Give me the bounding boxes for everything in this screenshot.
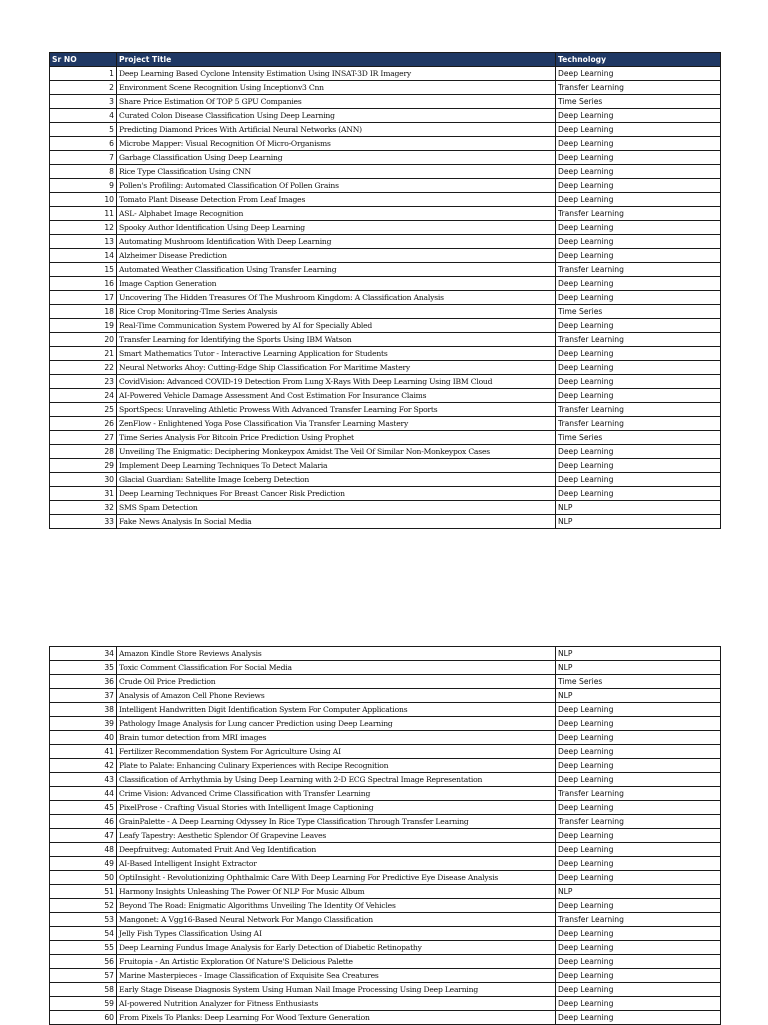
- sr-no-cell: 25: [50, 403, 117, 417]
- table-row: [50, 263, 721, 277]
- sr-no-cell: 60: [50, 1011, 117, 1025]
- project-title-cell: Deep Learning Techniques For Breast Cancer Risk Prediction: [117, 487, 556, 501]
- project-title-cell: Smart Mathematics Tutor - Interactive Learning Application for Students: [117, 347, 556, 361]
- project-title-cell: Share Price Estimation Of TOP 5 GPU Companies: [117, 95, 556, 109]
- project-title-cell: CovidVision: Advanced COVID-19 Detection From Lung X-Rays With Deep Learning Using IBM Cloud: [117, 375, 556, 389]
- technology-cell: Deep Learning: [556, 487, 721, 501]
- table-row: [50, 459, 721, 473]
- table-row: [50, 871, 721, 885]
- technology-cell: Deep Learning: [556, 165, 721, 179]
- sr-no-cell: 4: [50, 109, 117, 123]
- technology-cell: Transfer Learning: [556, 263, 721, 277]
- sr-no-cell: 20: [50, 333, 117, 347]
- sr-no-cell: 30: [50, 473, 117, 487]
- project-title-cell: Fertilizer Recommendation System For Agriculture Using AI: [117, 745, 556, 759]
- technology-cell: Deep Learning: [556, 773, 721, 787]
- sr-no-cell: 57: [50, 969, 117, 983]
- table-row: [50, 389, 721, 403]
- technology-cell: Deep Learning: [556, 375, 721, 389]
- table-row: [50, 941, 721, 955]
- project-title-cell: Pollen's Profiling: Automated Classification Of Pollen Grains: [117, 179, 556, 193]
- project-title-cell: Rice Crop Monitoring-TIme Series Analysis: [117, 305, 556, 319]
- table-row: [50, 417, 721, 431]
- table-row: [50, 347, 721, 361]
- project-title-cell: AI-powered Nutrition Analyzer for Fitness Enthusiasts: [117, 997, 556, 1011]
- project-title-cell: Fruitopia - An Artistic Exploration Of Nature'S Delicious Palette: [117, 955, 556, 969]
- sr-no-cell: 16: [50, 277, 117, 291]
- table-row: [50, 361, 721, 375]
- sr-no-cell: 43: [50, 773, 117, 787]
- sr-no-cell: 11: [50, 207, 117, 221]
- table-row: [50, 95, 721, 109]
- header-technology: Technology: [556, 53, 721, 67]
- technology-cell: Deep Learning: [556, 745, 721, 759]
- table-row: [50, 445, 721, 459]
- project-title-cell: Classification of Arrhythmia by Using Deep Learning with 2-D ECG Spectral Image Representation: [117, 773, 556, 787]
- table-row: [50, 333, 721, 347]
- project-title-cell: Mangonet: A Vgg16-Based Neural Network For Mango Classification: [117, 913, 556, 927]
- technology-cell: Transfer Learning: [556, 913, 721, 927]
- sr-no-cell: 50: [50, 871, 117, 885]
- sr-no-cell: 5: [50, 123, 117, 137]
- sr-no-cell: 38: [50, 703, 117, 717]
- project-title-cell: Beyond The Road: Enigmatic Algorithms Unveiling The Identity Of Vehicles: [117, 899, 556, 913]
- sr-no-cell: 12: [50, 221, 117, 235]
- table-row: [50, 899, 721, 913]
- technology-cell: Transfer Learning: [556, 417, 721, 431]
- table-row: [50, 179, 721, 193]
- technology-cell: Deep Learning: [556, 703, 721, 717]
- table-header-row: [50, 53, 721, 67]
- project-title-cell: SMS Spam Detection: [117, 501, 556, 515]
- sr-no-cell: 21: [50, 347, 117, 361]
- sr-no-cell: 29: [50, 459, 117, 473]
- project-title-cell: Transfer Learning for Identifying the Sports Using IBM Watson: [117, 333, 556, 347]
- table-row: [50, 773, 721, 787]
- table-row: [50, 647, 721, 661]
- technology-cell: Deep Learning: [556, 291, 721, 305]
- project-title-cell: Intelligent Handwritten Digit Identification System For Computer Applications: [117, 703, 556, 717]
- project-title-cell: Unveiling The Enigmatic: Deciphering Monkeypox Amidst The Veil Of Similar Non-Monkeypox Cases: [117, 445, 556, 459]
- project-title-cell: Pathology Image Analysis for Lung cancer Prediction using Deep Learning: [117, 717, 556, 731]
- technology-cell: Deep Learning: [556, 445, 721, 459]
- sr-no-cell: 52: [50, 899, 117, 913]
- table-row: [50, 689, 721, 703]
- project-title-cell: Automating Mushroom Identification With Deep Learning: [117, 235, 556, 249]
- sr-no-cell: 37: [50, 689, 117, 703]
- table-row: [50, 801, 721, 815]
- table-row: [50, 829, 721, 843]
- technology-cell: Deep Learning: [556, 221, 721, 235]
- table-row: [50, 1011, 721, 1025]
- technology-cell: Deep Learning: [556, 955, 721, 969]
- table-row: [50, 717, 721, 731]
- technology-cell: Transfer Learning: [556, 81, 721, 95]
- sr-no-cell: 22: [50, 361, 117, 375]
- project-title-cell: Neural Networks Ahoy: Cutting-Edge Ship Classification For Maritime Mastery: [117, 361, 556, 375]
- project-title-cell: Analysis of Amazon Cell Phone Reviews: [117, 689, 556, 703]
- sr-no-cell: 10: [50, 193, 117, 207]
- technology-cell: Deep Learning: [556, 249, 721, 263]
- technology-cell: Deep Learning: [556, 235, 721, 249]
- sr-no-cell: 49: [50, 857, 117, 871]
- sr-no-cell: 54: [50, 927, 117, 941]
- table-row: [50, 249, 721, 263]
- sr-no-cell: 34: [50, 647, 117, 661]
- technology-cell: Time Series: [556, 431, 721, 445]
- sr-no-cell: 7: [50, 151, 117, 165]
- table-row: [50, 431, 721, 445]
- technology-cell: Deep Learning: [556, 137, 721, 151]
- table-row: [50, 997, 721, 1011]
- project-title-cell: Brain tumor detection from MRI images: [117, 731, 556, 745]
- technology-cell: Deep Learning: [556, 857, 721, 871]
- project-title-cell: AI-Powered Vehicle Damage Assessment And Cost Estimation For Insurance Claims: [117, 389, 556, 403]
- sr-no-cell: 3: [50, 95, 117, 109]
- table-row: [50, 81, 721, 95]
- sr-no-cell: 39: [50, 717, 117, 731]
- sr-no-cell: 26: [50, 417, 117, 431]
- technology-cell: Deep Learning: [556, 801, 721, 815]
- technology-cell: Deep Learning: [556, 109, 721, 123]
- project-title-cell: Automated Weather Classification Using Transfer Learning: [117, 263, 556, 277]
- technology-cell: Deep Learning: [556, 759, 721, 773]
- technology-cell: Deep Learning: [556, 927, 721, 941]
- technology-cell: Transfer Learning: [556, 403, 721, 417]
- sr-no-cell: 32: [50, 501, 117, 515]
- table-row: [50, 661, 721, 675]
- technology-cell: Time Series: [556, 305, 721, 319]
- header-project-title: Project Title: [117, 53, 556, 67]
- project-title-cell: Real-Time Communication System Powered by AI for Specially Abled: [117, 319, 556, 333]
- project-title-cell: Deepfruitveg: Automated Fruit And Veg Identification: [117, 843, 556, 857]
- technology-cell: Deep Learning: [556, 193, 721, 207]
- table-row: [50, 193, 721, 207]
- table-row: [50, 675, 721, 689]
- technology-cell: Deep Learning: [556, 459, 721, 473]
- table-row: [50, 473, 721, 487]
- technology-cell: Deep Learning: [556, 731, 721, 745]
- project-title-cell: AI-Based Intelligent Insight Extractor: [117, 857, 556, 871]
- project-title-cell: Microbe Mapper: Visual Recognition Of Micro-Organisms: [117, 137, 556, 151]
- project-title-cell: Leafy Tapestry: Aesthetic Splendor Of Grapevine Leaves: [117, 829, 556, 843]
- project-title-cell: Fake News Analysis In Social Media: [117, 515, 556, 529]
- project-title-cell: Curated Colon Disease Classification Using Deep Learning: [117, 109, 556, 123]
- sr-no-cell: 2: [50, 81, 117, 95]
- project-title-cell: Garbage Classification Using Deep Learning: [117, 151, 556, 165]
- project-title-cell: Predicting Diamond Prices With Artificial Neural Networks (ANN): [117, 123, 556, 137]
- sr-no-cell: 6: [50, 137, 117, 151]
- project-title-cell: Amazon Kindle Store Reviews Analysis: [117, 647, 556, 661]
- sr-no-cell: 31: [50, 487, 117, 501]
- project-title-cell: ASL- Alphabet Image Recognition: [117, 207, 556, 221]
- project-title-cell: Tomato Plant Disease Detection From Leaf Images: [117, 193, 556, 207]
- table-row: [50, 885, 721, 899]
- table-body-1: [50, 67, 721, 529]
- table-row: [50, 745, 721, 759]
- technology-cell: Transfer Learning: [556, 815, 721, 829]
- sr-no-cell: 46: [50, 815, 117, 829]
- sr-no-cell: 15: [50, 263, 117, 277]
- technology-cell: Transfer Learning: [556, 207, 721, 221]
- technology-cell: Deep Learning: [556, 277, 721, 291]
- sr-no-cell: 28: [50, 445, 117, 459]
- technology-cell: Deep Learning: [556, 941, 721, 955]
- technology-cell: Deep Learning: [556, 829, 721, 843]
- table-row: [50, 109, 721, 123]
- sr-no-cell: 36: [50, 675, 117, 689]
- sr-no-cell: 17: [50, 291, 117, 305]
- sr-no-cell: 45: [50, 801, 117, 815]
- project-title-cell: Crime Vision: Advanced Crime Classification with Transfer Learning: [117, 787, 556, 801]
- project-title-cell: PixelProse - Crafting Visual Stories with Intelligent Image Captioning: [117, 801, 556, 815]
- table-row: [50, 759, 721, 773]
- project-title-cell: Jelly Fish Types Classification Using AI: [117, 927, 556, 941]
- table-row: [50, 235, 721, 249]
- technology-cell: Deep Learning: [556, 151, 721, 165]
- technology-cell: NLP: [556, 661, 721, 675]
- table-row: [50, 913, 721, 927]
- table-body-2: [50, 647, 721, 1025]
- table-row: [50, 501, 721, 515]
- sr-no-cell: 42: [50, 759, 117, 773]
- sr-no-cell: 19: [50, 319, 117, 333]
- technology-cell: Transfer Learning: [556, 787, 721, 801]
- table-row: [50, 403, 721, 417]
- project-title-cell: ZenFlow - Enlightened Yoga Pose Classification Via Transfer Learning Mastery: [117, 417, 556, 431]
- table-row: [50, 515, 721, 529]
- table-row: [50, 857, 721, 871]
- project-title-cell: GrainPalette - A Deep Learning Odyssey In Rice Type Classification Through Transfer Learning: [117, 815, 556, 829]
- table-row: [50, 487, 721, 501]
- technology-cell: Time Series: [556, 95, 721, 109]
- table-row: [50, 207, 721, 221]
- sr-no-cell: 35: [50, 661, 117, 675]
- technology-cell: Deep Learning: [556, 899, 721, 913]
- table-row: [50, 165, 721, 179]
- project-title-cell: Early Stage Disease Diagnosis System Using Human Nail Image Processing Using Deep Learning: [117, 983, 556, 997]
- table-row: [50, 277, 721, 291]
- sr-no-cell: 55: [50, 941, 117, 955]
- project-title-cell: SportSpecs: Unraveling Athletic Prowess With Advanced Transfer Learning For Sports: [117, 403, 556, 417]
- technology-cell: Deep Learning: [556, 347, 721, 361]
- technology-cell: NLP: [556, 885, 721, 899]
- sr-no-cell: 40: [50, 731, 117, 745]
- sr-no-cell: 48: [50, 843, 117, 857]
- project-title-cell: Crude Oil Price Prediction: [117, 675, 556, 689]
- project-title-cell: Alzheimer Disease Prediction: [117, 249, 556, 263]
- table-row: [50, 731, 721, 745]
- table-row: [50, 375, 721, 389]
- sr-no-cell: 1: [50, 67, 117, 81]
- technology-cell: Deep Learning: [556, 179, 721, 193]
- technology-cell: NLP: [556, 515, 721, 529]
- project-table-2: [49, 646, 721, 1025]
- technology-cell: Deep Learning: [556, 717, 721, 731]
- sr-no-cell: 53: [50, 913, 117, 927]
- sr-no-cell: 24: [50, 389, 117, 403]
- table-row: [50, 969, 721, 983]
- technology-cell: Deep Learning: [556, 389, 721, 403]
- project-title-cell: Deep Learning Fundus Image Analysis for Early Detection of Diabetic Retinopathy: [117, 941, 556, 955]
- project-title-cell: Marine Masterpieces - Image Classification of Exquisite Sea Creatures: [117, 969, 556, 983]
- technology-cell: Deep Learning: [556, 983, 721, 997]
- project-title-cell: Time Series Analysis For Bitcoin Price Prediction Using Prophet: [117, 431, 556, 445]
- technology-cell: Deep Learning: [556, 67, 721, 81]
- header-sr-no: Sr NO: [50, 53, 117, 67]
- project-title-cell: Rice Type Classification Using CNN: [117, 165, 556, 179]
- technology-cell: NLP: [556, 647, 721, 661]
- project-title-cell: Plate to Palate: Enhancing Culinary Experiences with Recipe Recognition: [117, 759, 556, 773]
- project-title-cell: Uncovering The Hidden Treasures Of The Mushroom Kingdom: A Classification Analysis: [117, 291, 556, 305]
- table-row: [50, 703, 721, 717]
- technology-cell: Deep Learning: [556, 997, 721, 1011]
- project-title-cell: Implement Deep Learning Techniques To Detect Malaria: [117, 459, 556, 473]
- project-title-cell: Deep Learning Based Cyclone Intensity Estimation Using INSAT-3D IR Imagery: [117, 67, 556, 81]
- sr-no-cell: 56: [50, 955, 117, 969]
- sr-no-cell: 14: [50, 249, 117, 263]
- technology-cell: NLP: [556, 501, 721, 515]
- sr-no-cell: 18: [50, 305, 117, 319]
- project-title-cell: From Pixels To Planks: Deep Learning For Wood Texture Generation: [117, 1011, 556, 1025]
- project-table-1: [49, 52, 721, 529]
- technology-cell: Deep Learning: [556, 843, 721, 857]
- project-title-cell: OptiInsight - Revolutionizing Ophthalmic Care With Deep Learning For Predictive Eye Disease Analysis: [117, 871, 556, 885]
- table-row: [50, 291, 721, 305]
- table-row: [50, 319, 721, 333]
- sr-no-cell: 44: [50, 787, 117, 801]
- technology-cell: NLP: [556, 689, 721, 703]
- project-title-cell: Spooky Author Identification Using Deep Learning: [117, 221, 556, 235]
- sr-no-cell: 9: [50, 179, 117, 193]
- table-row: [50, 983, 721, 997]
- sr-no-cell: 13: [50, 235, 117, 249]
- table-row: [50, 151, 721, 165]
- table-row: [50, 815, 721, 829]
- sr-no-cell: 8: [50, 165, 117, 179]
- sr-no-cell: 27: [50, 431, 117, 445]
- technology-cell: Deep Learning: [556, 1011, 721, 1025]
- project-title-cell: Glacial Guardian: Satellite Image Iceberg Detection: [117, 473, 556, 487]
- table-row: [50, 137, 721, 151]
- table-row: [50, 123, 721, 137]
- technology-cell: Deep Learning: [556, 361, 721, 375]
- technology-cell: Transfer Learning: [556, 333, 721, 347]
- project-title-cell: Image Caption Generation: [117, 277, 556, 291]
- technology-cell: Deep Learning: [556, 123, 721, 137]
- table-row: [50, 843, 721, 857]
- sr-no-cell: 59: [50, 997, 117, 1011]
- sr-no-cell: 51: [50, 885, 117, 899]
- table-row: [50, 67, 721, 81]
- technology-cell: Deep Learning: [556, 969, 721, 983]
- project-title-cell: Harmony Insights Unleashing The Power Of NLP For Music Album: [117, 885, 556, 899]
- technology-cell: Time Series: [556, 675, 721, 689]
- sr-no-cell: 33: [50, 515, 117, 529]
- project-title-cell: Toxic Comment Classification For Social Media: [117, 661, 556, 675]
- technology-cell: Deep Learning: [556, 473, 721, 487]
- sr-no-cell: 41: [50, 745, 117, 759]
- table-row: [50, 955, 721, 969]
- project-title-cell: Environment Scene Recognition Using Inceptionv3 Cnn: [117, 81, 556, 95]
- table-row: [50, 787, 721, 801]
- sr-no-cell: 23: [50, 375, 117, 389]
- sr-no-cell: 58: [50, 983, 117, 997]
- technology-cell: Deep Learning: [556, 319, 721, 333]
- table-row: [50, 927, 721, 941]
- table-row: [50, 305, 721, 319]
- sr-no-cell: 47: [50, 829, 117, 843]
- table-row: [50, 221, 721, 235]
- technology-cell: Deep Learning: [556, 871, 721, 885]
